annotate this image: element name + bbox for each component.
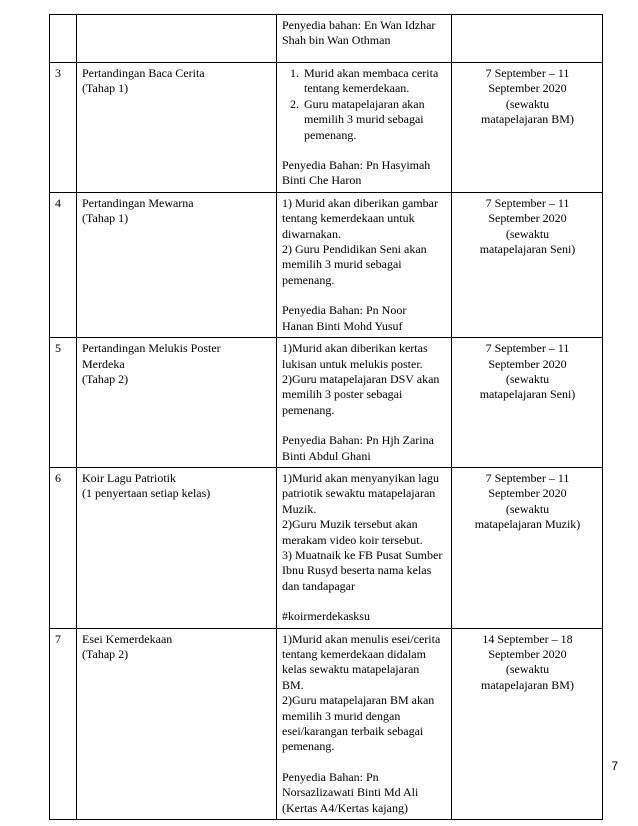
detail-text: 2) Guru Pendidikan Seni akan	[282, 242, 427, 257]
details-cell	[277, 628, 452, 819]
table-row	[50, 467, 603, 628]
hashtag-text: #koirmerdekasksu	[282, 609, 370, 624]
preparer-text: Penyedia bahan: En Wan Idzhar	[282, 18, 436, 32]
activities-table	[49, 14, 603, 820]
date-text: September 2020	[488, 211, 567, 226]
dates-cell	[452, 628, 603, 819]
activity-cell	[77, 63, 277, 193]
number-cell	[50, 15, 77, 63]
detail-text: lukisan untuk melukis poster.	[282, 356, 423, 371]
date-text: (sewaktu	[505, 371, 550, 386]
dates-cell	[452, 192, 603, 337]
preparer-text: Penyedia Bahan: Pn Hasyimah	[282, 158, 431, 173]
detail-text: 1)Murid akan menyanyikan lagu	[282, 470, 439, 485]
detail-text: pemenang.	[282, 739, 335, 754]
activity-cell	[77, 467, 277, 628]
row-number: 5	[50, 338, 77, 468]
activity-cell	[77, 15, 277, 63]
detail-text: patriotik sewaktu matapelajaran	[282, 486, 436, 501]
preparer-text: Penyedia Bahan: Pn Noor	[282, 303, 407, 318]
date-text: matapelajaran Seni)	[479, 387, 576, 402]
activity-name: Merdeka	[82, 356, 125, 371]
date-text: 14 September – 18	[482, 631, 573, 646]
detail-text: 2)Guru Muzik tersebut akan	[282, 517, 418, 532]
table-row	[50, 338, 603, 468]
activity-name: Koir Lagu Patriotik	[82, 470, 176, 485]
activity-name: Pertandingan Mewarna	[82, 195, 194, 210]
date-text: September 2020	[488, 647, 567, 661]
date-text: (sewaktu	[505, 226, 550, 241]
date-text: September 2020	[488, 81, 567, 96]
detail-text: 1)Murid akan diberikan kertas	[282, 341, 428, 356]
date-text: 7 September – 11	[485, 341, 570, 356]
activity-name: Pertandingan Melukis Poster	[82, 341, 221, 356]
details-cell	[277, 15, 452, 63]
detail-text: 3) Muatnaik ke FB Pusat Sumber	[282, 547, 443, 562]
detail-text: memilih 3 poster sebagai	[282, 387, 403, 402]
activity-level: (Tahap 1)	[82, 81, 129, 96]
activity-cell	[77, 192, 277, 337]
date-text: 7 September – 11	[485, 66, 570, 80]
list-item: 1. Murid akan membaca cerita tentang kemerdekaan.	[302, 66, 447, 97]
date-text: matapelajaran Seni)	[479, 242, 576, 257]
date-text: 7 September – 11	[485, 470, 570, 485]
activity-cell	[77, 628, 277, 819]
preparer-text: Shah bin Wan Othman	[282, 33, 391, 48]
detail-text: Muzik.	[282, 501, 317, 516]
activity-name: Esei Kemerdekaan	[82, 631, 173, 646]
detail-text: dan tandapagar	[282, 578, 355, 593]
details-cell	[277, 192, 452, 337]
detail-text: 2)Guru matapelajaran BM akan	[282, 693, 435, 708]
dates-cell	[452, 467, 603, 628]
dates-cell	[452, 338, 603, 468]
date-text: matapelajaran Muzik)	[474, 517, 581, 532]
date-text: (sewaktu	[505, 96, 550, 111]
detail-text: memilih 3 murid sebagai	[282, 257, 402, 272]
table-row	[50, 192, 603, 337]
date-text: September 2020	[488, 356, 567, 371]
detail-text: tentang kemerdekaan untuk	[282, 211, 415, 226]
detail-text: kelas sewaktu matapelajaran	[282, 662, 420, 677]
preparer-text: Penyedia Bahan: Pn	[282, 769, 379, 784]
date-text: 7 September – 11	[485, 195, 570, 210]
details-cell	[277, 338, 452, 468]
activity-level: (Tahap 2)	[82, 647, 129, 661]
activity-level: (1 penyertaan setiap kelas)	[82, 486, 211, 501]
detail-text: 1)Murid akan menulis esei/cerita	[282, 631, 441, 646]
row-number: 4	[50, 192, 77, 337]
details-cell	[277, 63, 452, 193]
activity-level: (Tahap 1)	[82, 211, 129, 226]
details-cell	[277, 467, 452, 628]
preparer-text: Penyedia Bahan: Pn Hjh Zarina	[282, 433, 434, 448]
preparer-text: Binti Che Haron	[282, 173, 362, 188]
date-text: matapelajaran BM)	[481, 677, 574, 692]
preparer-text: (Kertas A4/Kertas kajang)	[282, 800, 408, 815]
date-text: September 2020	[488, 486, 567, 501]
activity-cell	[77, 338, 277, 468]
page-number: 7	[611, 759, 618, 773]
detail-text: esei/karangan terbaik sebagai	[282, 724, 424, 739]
detail-text: 2)Guru matapelajaran DSV akan	[282, 371, 440, 386]
detail-text: pemenang.	[282, 402, 335, 417]
row-number: 3	[50, 63, 77, 193]
preparer-text: Hanan Binti Mohd Yusuf	[282, 318, 403, 333]
row-number: 7	[50, 628, 77, 819]
preparer-text: Norsazlizawati Binti Md Ali	[282, 785, 419, 800]
dates-cell	[452, 15, 603, 63]
date-text: (sewaktu	[505, 662, 550, 677]
date-text: (sewaktu	[505, 501, 550, 516]
table-row	[50, 628, 603, 819]
activity-level: (Tahap 2)	[82, 371, 129, 386]
table-row	[50, 63, 603, 193]
activity-name: Pertandingan Baca Cerita	[82, 66, 205, 80]
steps-list	[282, 66, 447, 143]
preparer-text: Binti Abdul Ghani	[282, 448, 371, 463]
detail-text: memilih 3 murid dengan	[282, 708, 401, 723]
row-number: 6	[50, 467, 77, 628]
detail-text: merakam video koir tersebut.	[282, 532, 423, 547]
detail-text: pemenang.	[282, 272, 335, 287]
list-item: 2. Guru matapelajaran akan memilih 3 murid sebagai pemenang.	[302, 97, 447, 143]
detail-text: BM.	[282, 677, 304, 692]
detail-text: 1) Murid akan diberikan gambar	[282, 195, 438, 210]
detail-text: tentang kemerdekaan didalam	[282, 647, 426, 661]
detail-text: diwarnakan.	[282, 226, 341, 241]
table-row	[50, 15, 603, 63]
detail-text: Ibnu Rusyd beserta nama kelas	[282, 563, 432, 578]
date-text: matapelajaran BM)	[481, 112, 574, 127]
dates-cell	[452, 63, 603, 193]
